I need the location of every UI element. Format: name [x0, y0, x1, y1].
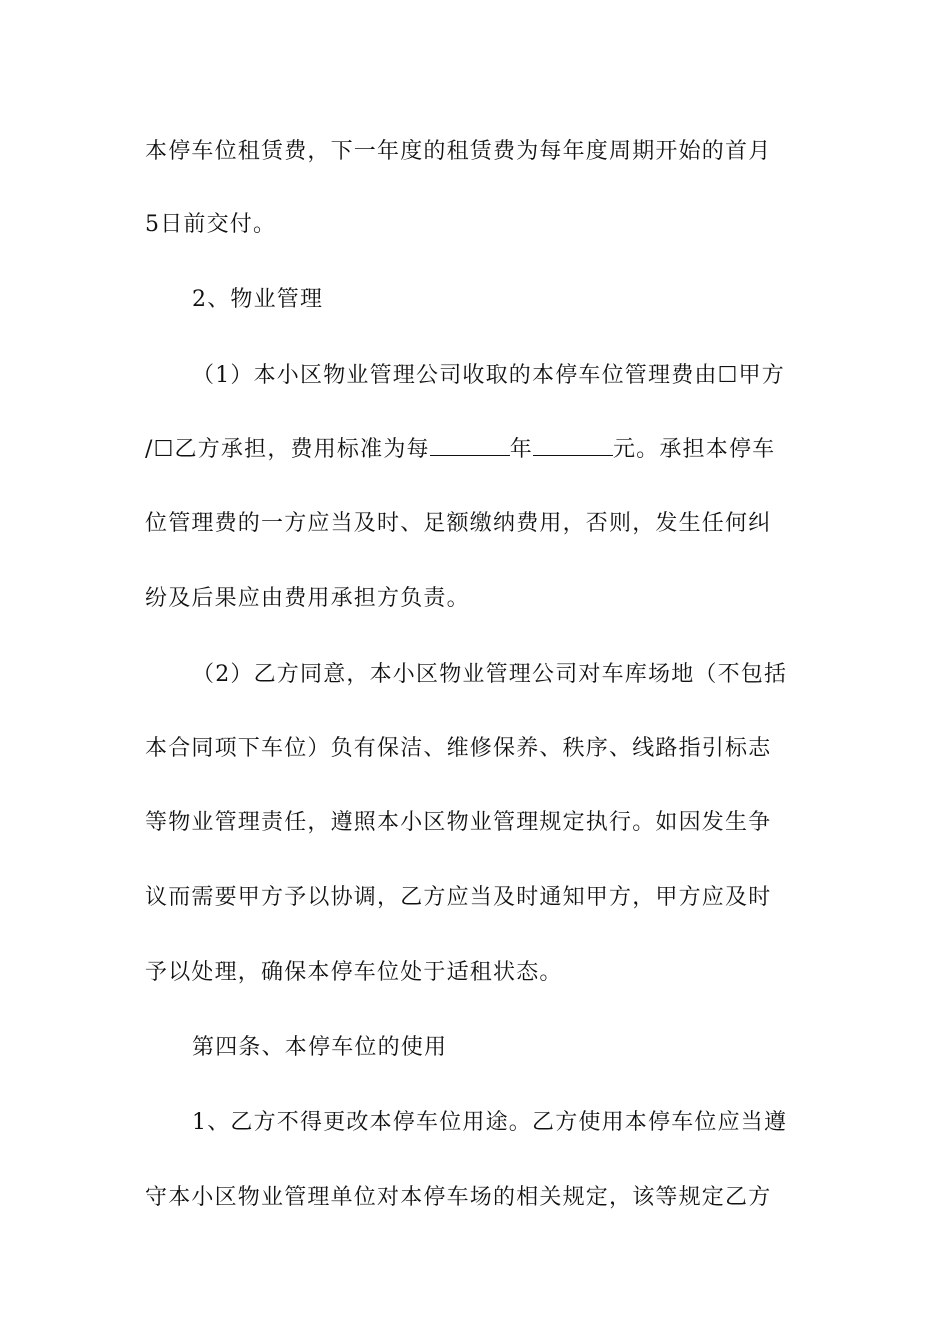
clause-2-line-2: 本合同项下车位）负有保洁、维修保养、秩序、线路指引标志	[145, 736, 772, 761]
clause-1-text-c: 元。承担本停车	[612, 437, 776, 462]
fee-period-blank[interactable]	[430, 435, 510, 456]
text-line-1: 本停车位租赁费，下一年度的租赁费为每年度周期开始的首月	[145, 139, 772, 164]
clause-1-line-3: 位管理费的一方应当及时、足额缴纳费用，否则，发生任何纠	[145, 511, 772, 536]
clause-1-text-b: 年	[509, 437, 533, 462]
clause-1-text-a: /☐乙方承担，费用标准为每	[145, 437, 430, 462]
article-4-item-1-line-1: 1、乙方不得更改本停车位用途。乙方使用本停车位应当遵	[192, 1110, 788, 1135]
text-line-2: 5日前交付。	[145, 212, 277, 237]
article-4-heading: 第四条、本停车位的使用	[192, 1035, 448, 1060]
clause-2-line-1: （2）乙方同意，本小区物业管理公司对车库场地（不包括	[192, 662, 788, 687]
clause-1-line-4: 纷及后果应由费用承担方负责。	[145, 586, 470, 611]
section-heading-property-management: 2、物业管理	[192, 287, 324, 312]
clause-2-line-4: 议而需要甲方予以协调，乙方应当及时通知甲方，甲方应及时	[145, 885, 772, 910]
clause-1-line-1: （1）本小区物业管理公司收取的本停车位管理费由☐甲方	[192, 363, 785, 388]
clause-1-line-2	[145, 435, 810, 465]
fee-amount-blank[interactable]	[533, 435, 613, 456]
clause-2-line-5: 予以处理，确保本停车位处于适租状态。	[145, 960, 563, 985]
article-4-item-1-line-2: 守本小区物业管理单位对本停车场的相关规定，该等规定乙方	[145, 1185, 772, 1210]
clause-2-line-3: 等物业管理责任，遵照本小区物业管理规定执行。如因发生争	[145, 810, 772, 835]
